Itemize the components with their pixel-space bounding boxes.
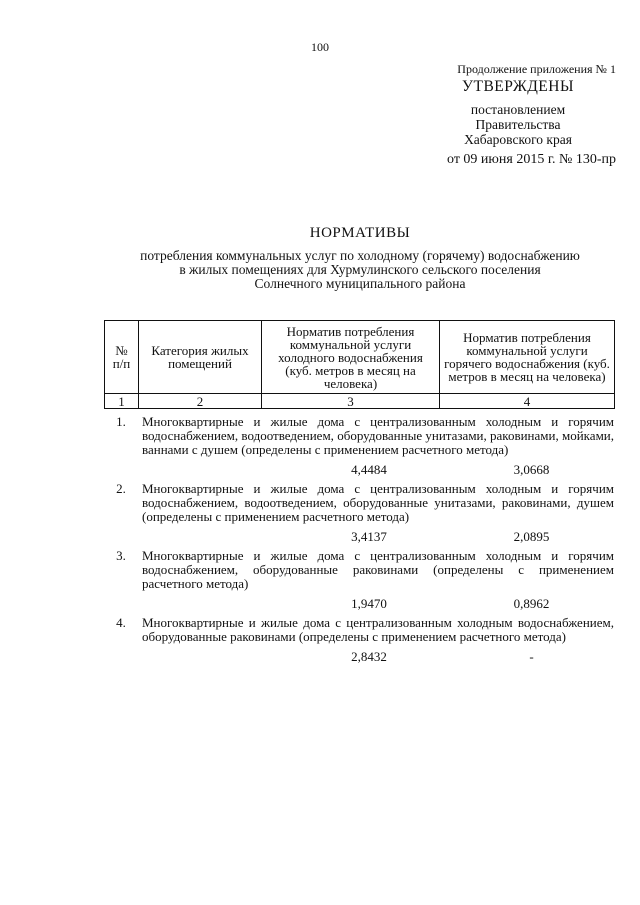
header-cold-norm: Норматив потребления коммунальной услуги холодного водоснабжения (куб. метров в месяц на человека) xyxy=(262,321,440,394)
cold-water-value: 4,4484 xyxy=(351,462,387,477)
col-number: 3 xyxy=(262,394,440,409)
item-values xyxy=(104,644,614,666)
norm-items-list xyxy=(104,415,614,669)
column-number-row xyxy=(105,394,615,409)
norms-table xyxy=(104,320,615,409)
item-number: 3. xyxy=(116,548,126,563)
header-hot-norm: Норматив потребления коммунальной услуги горячего водоснабжения (куб. метров в месяц на человека) xyxy=(440,321,615,394)
col-number: 4 xyxy=(440,394,615,409)
cold-water-value: 1,9470 xyxy=(351,596,387,611)
approval-line-1: постановлением xyxy=(470,102,566,117)
approval-block xyxy=(420,62,616,167)
document-subtitle xyxy=(100,249,620,291)
approval-date: от 09 июня 2015 г. № 130-пр xyxy=(447,152,616,167)
document-title: НОРМАТИВЫ xyxy=(309,225,411,241)
subtitle-line-2: в жилых помещениях для Хурмулинского сельского поселения xyxy=(179,262,541,277)
list-item xyxy=(104,549,614,613)
cold-water-value: 2,8432 xyxy=(351,649,387,664)
item-number: 1. xyxy=(116,414,126,429)
item-description: Многоквартирные и жилые дома с централизованным холодным и горячим водоснабжением, водоотведением, оборудованные унитазами, раковинами, душем (определены с применением расчетного метода) xyxy=(142,481,614,524)
item-description: Многоквартирные и жилые дома с централизованным холодным и горячим водоснабжением, водоотведением, оборудованные унитазами, раковинами, мойками, ваннами с душем (определены с применением расчетного метода) xyxy=(142,414,614,457)
table-header-row xyxy=(105,321,615,394)
hot-water-value: 2,0895 xyxy=(513,529,550,544)
hot-water-value: 0,8962 xyxy=(513,596,550,611)
item-values xyxy=(104,591,614,613)
col-number: 2 xyxy=(139,394,262,409)
appendix-continuation: Продолжение приложения № 1 xyxy=(457,62,616,76)
cold-water-value: 3,4137 xyxy=(351,529,387,544)
approval-line-3: Хабаровского края xyxy=(464,132,572,147)
item-number: 4. xyxy=(116,615,126,630)
item-values xyxy=(104,524,614,546)
col-number: 1 xyxy=(105,394,139,409)
approved-heading: УТВЕРЖДЕНЫ xyxy=(462,78,574,95)
document-title-block xyxy=(100,225,620,291)
header-num: № п/п xyxy=(105,321,139,394)
list-item xyxy=(104,482,614,546)
item-description: Многоквартирные и жилые дома с централизованным холодным водоснабжением, оборудованные раковинами (определены с применением расчетного метода) xyxy=(142,615,614,644)
item-number: 2. xyxy=(116,481,126,496)
hot-water-value: - xyxy=(529,649,534,664)
header-category: Категория жилых помещений xyxy=(139,321,262,394)
item-values xyxy=(104,457,614,479)
hot-water-value: 3,0668 xyxy=(513,462,550,477)
page-number: 100 xyxy=(311,40,329,54)
list-item xyxy=(104,616,614,666)
subtitle-line-3: Солнечного муниципального района xyxy=(254,276,466,291)
item-description: Многоквартирные и жилые дома с централизованным холодным и горячим водоснабжением, оборудованные раковинами (определены с применением расчетного метода) xyxy=(142,548,614,591)
list-item xyxy=(104,415,614,479)
subtitle-line-1: потребления коммунальных услуг по холодному (горячему) водоснабжению xyxy=(140,248,580,263)
approval-line-2: Правительства xyxy=(475,117,561,132)
